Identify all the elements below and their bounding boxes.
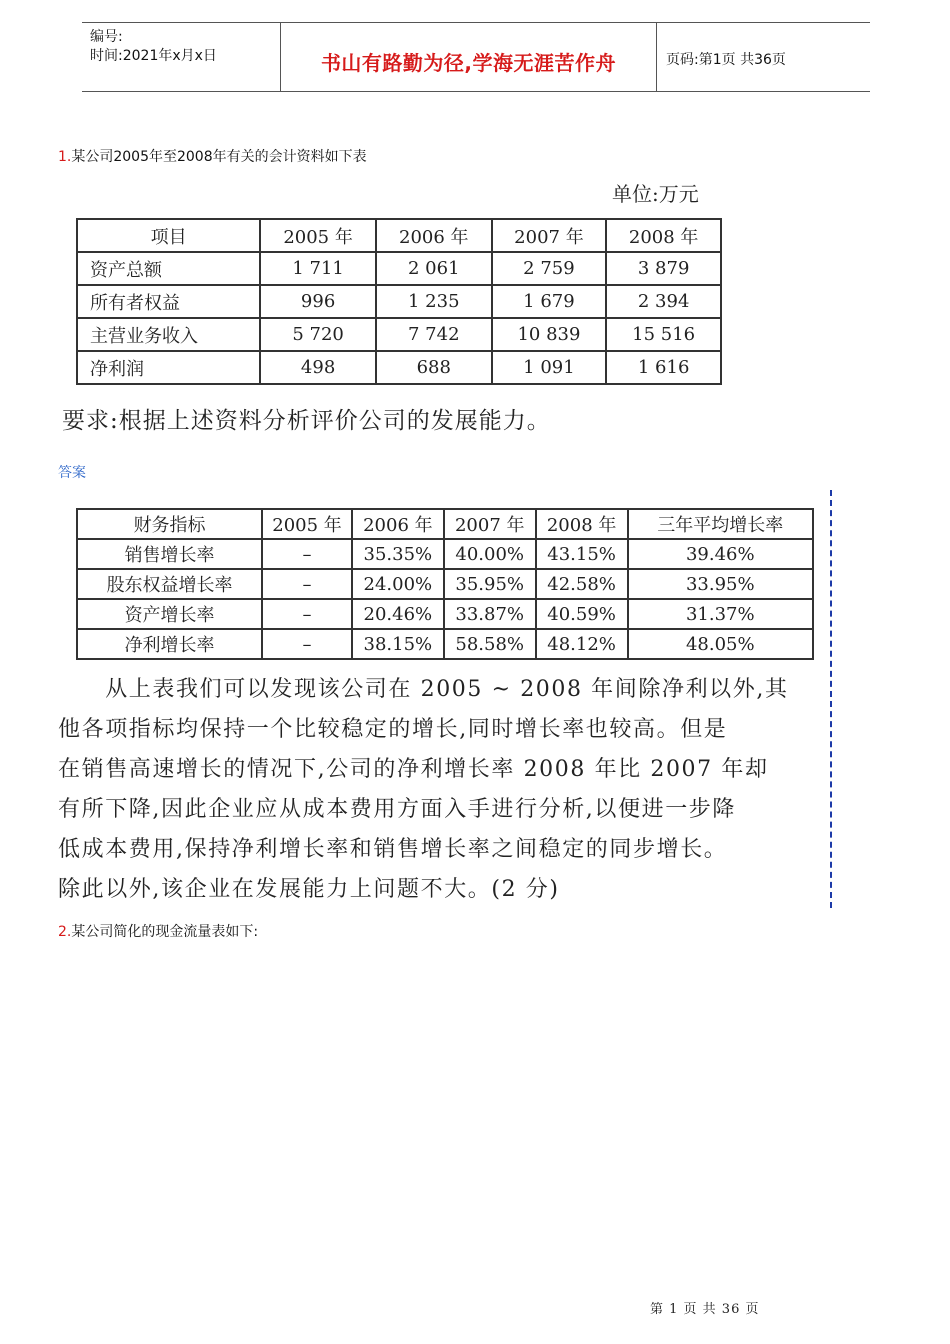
table-cell: 15 516 <box>606 318 721 351</box>
table-cell: 58.58% <box>444 629 536 659</box>
header-meta-cell <box>82 23 280 91</box>
table-cell: 35.95% <box>444 569 536 599</box>
time-label: 时间:2021年x月x日 <box>90 48 217 64</box>
table-cell: 40.00% <box>444 539 536 569</box>
table-cell: 24.00% <box>352 569 444 599</box>
table-cell: 43.15% <box>536 539 628 569</box>
growth-rate-table <box>76 508 814 660</box>
table-cell: 2 394 <box>606 285 721 318</box>
serial-label: 编号: <box>90 29 123 45</box>
analysis-line: 除此以外,该企业在发展能力上问题不大。(2 分) <box>58 877 560 902</box>
table-cell: 2 061 <box>376 252 492 285</box>
row-label: 股东权益增长率 <box>77 569 262 599</box>
table-cell: 2 759 <box>492 252 607 285</box>
table-cell: 1 711 <box>260 252 376 285</box>
question-text: 某公司2005年至2008年有关的会计资料如下表 <box>71 149 367 165</box>
scan-edge-divider <box>830 490 832 908</box>
header-cell: 2007 年 <box>444 509 536 539</box>
table-cell: 996 <box>260 285 376 318</box>
page-footer: 第 1 页 共 36 页 <box>650 1302 760 1317</box>
table-cell: 40.59% <box>536 599 628 629</box>
table-cell: 31.37% <box>628 599 813 629</box>
analysis-paragraph <box>58 670 830 910</box>
table-cell: 38.15% <box>352 629 444 659</box>
table-cell: 48.12% <box>536 629 628 659</box>
question-number: 2. <box>58 924 72 940</box>
table-row <box>77 629 813 659</box>
header-cell: 项目 <box>77 219 260 252</box>
header-cell: 财务指标 <box>77 509 262 539</box>
table-header-row <box>77 219 721 252</box>
accounting-data-table <box>76 218 722 385</box>
table-cell: – <box>262 599 352 629</box>
unit-label: 单位:万元 <box>612 182 699 206</box>
table-cell: 35.35% <box>352 539 444 569</box>
analysis-line: 他各项指标均保持一个比较稳定的增长,同时增长率也较高。但是 <box>58 717 728 742</box>
table-header-row <box>77 509 813 539</box>
analysis-line: 从上表我们可以发现该公司在 2005 ~ 2008 年间除净利以外,其 <box>58 677 789 702</box>
header-cell: 2008 年 <box>536 509 628 539</box>
header-page-cell <box>656 23 870 91</box>
header-cell: 2006 年 <box>376 219 492 252</box>
table-row <box>77 599 813 629</box>
table-row <box>77 318 721 351</box>
row-label: 主营业务收入 <box>77 318 260 351</box>
table-row <box>77 539 813 569</box>
row-label: 净利增长率 <box>77 629 262 659</box>
table-cell: 42.58% <box>536 569 628 599</box>
question-1 <box>58 146 367 166</box>
question-2 <box>58 921 258 941</box>
analysis-line: 低成本费用,保持净利增长率和销售增长率之间稳定的同步增长。 <box>58 837 728 862</box>
table-cell: 1 091 <box>492 351 607 384</box>
table-cell: 1 616 <box>606 351 721 384</box>
analysis-line: 有所下降,因此企业应从成本费用方面入手进行分析,以便进一步降 <box>58 797 736 822</box>
header-cell: 三年平均增长率 <box>628 509 813 539</box>
table-cell: 5 720 <box>260 318 376 351</box>
motto: 书山有路勤为径,学海无涯苦作舟 <box>320 51 617 75</box>
page-label: 页码:第1页 共36页 <box>666 52 786 68</box>
table-cell: 10 839 <box>492 318 607 351</box>
table-cell: – <box>262 569 352 599</box>
table-row <box>77 351 721 384</box>
header-cell: 2007 年 <box>492 219 607 252</box>
row-label: 销售增长率 <box>77 539 262 569</box>
question-number: 1. <box>58 149 72 165</box>
table-row <box>77 285 721 318</box>
table-cell: 688 <box>376 351 492 384</box>
table-cell: 498 <box>260 351 376 384</box>
row-label: 资产总额 <box>77 252 260 285</box>
row-label: 资产增长率 <box>77 599 262 629</box>
table-cell: 33.87% <box>444 599 536 629</box>
table-cell: – <box>262 629 352 659</box>
question-text: 某公司简化的现金流量表如下: <box>71 924 259 940</box>
page-header <box>82 22 870 92</box>
header-cell: 2005 年 <box>262 509 352 539</box>
requirement-text: 要求:根据上述资料分析评价公司的发展能力。 <box>62 408 551 434</box>
analysis-line: 在销售高速增长的情况下,公司的净利增长率 2008 年比 2007 年却 <box>58 757 769 782</box>
table-row <box>77 569 813 599</box>
table-cell: 3 879 <box>606 252 721 285</box>
table-cell: 39.46% <box>628 539 813 569</box>
table-row <box>77 252 721 285</box>
table-cell: 48.05% <box>628 629 813 659</box>
header-cell: 2006 年 <box>352 509 444 539</box>
header-cell: 2005 年 <box>260 219 376 252</box>
header-cell: 2008 年 <box>606 219 721 252</box>
table-cell: – <box>262 539 352 569</box>
table-cell: 33.95% <box>628 569 813 599</box>
table-cell: 20.46% <box>352 599 444 629</box>
table-cell: 1 679 <box>492 285 607 318</box>
answer-label: 答案 <box>58 465 86 481</box>
table-cell: 1 235 <box>376 285 492 318</box>
table-cell: 7 742 <box>376 318 492 351</box>
row-label: 所有者权益 <box>77 285 260 318</box>
row-label: 净利润 <box>77 351 260 384</box>
header-motto-cell <box>280 23 657 91</box>
